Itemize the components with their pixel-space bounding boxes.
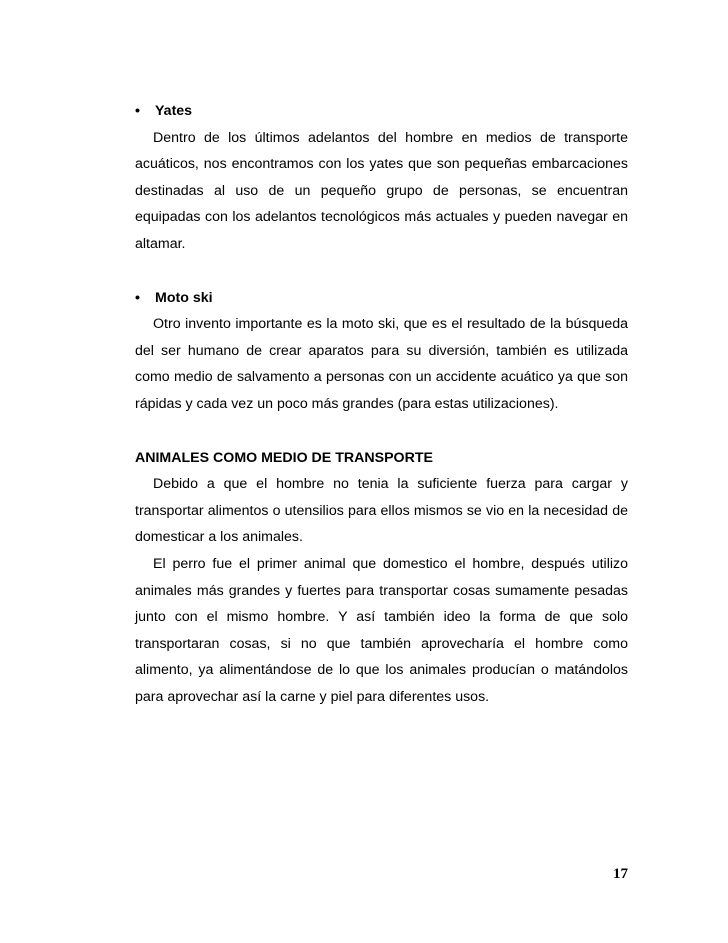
- bullet-heading-yates: [135, 98, 628, 125]
- page-content: [135, 98, 628, 710]
- paragraph-yates: Dentro de los últimos adelantos del hombre en medios de transporte acuáticos, nos encontramos con los yates que son pequeñas embarcaciones destinadas al uso de un pequeño grupo de personas, se encuentran equipadas con los adelantos tecnológicos más actuales y pueden navegar en altamar.: [135, 129, 628, 252]
- page-number: 17: [613, 866, 628, 882]
- paragraph-animales-1: Debido a que el hombre no tenia la suficiente fuerza para cargar y transportar alimentos o utensilios para ellos mismos se vio en la necesidad de domesticar a los animales.: [135, 476, 628, 546]
- section-heading-animales: ANIMALES COMO MEDIO DE TRANSPORTE: [135, 449, 433, 466]
- spacer: [135, 418, 628, 445]
- paragraph-animales-2: El perro fue el primer animal que domestico el hombre, después utilizo animales más grandes y fuertes para transportar cosas sumamente pesadas junto con el mismo hombre. Y así también ideo la forma de que solo transportaran cosas, si no que también aprovecharía el hombre como alimento, ya alimentándose de lo que los animales producían o matándolos para aprovechar así la carne y piel para diferentes usos.: [135, 555, 628, 705]
- heading-moto-ski: Moto ski: [155, 289, 213, 306]
- paragraph-moto-ski: Otro invento importante es la moto ski, que es el resultado de la búsqueda del ser humano de crear aparatos para su diversión, también es utilizada como medio de salvamento a personas con un accidente acuático ya que son rápidas y cada vez un poco más grandes (para estas utilizaciones).: [135, 316, 628, 412]
- heading-yates: Yates: [155, 103, 193, 119]
- spacer: [135, 258, 628, 285]
- bullet-heading-moto-ski: [135, 285, 628, 312]
- bullet-icon: •: [135, 103, 140, 119]
- bullet-icon: •: [135, 289, 140, 306]
